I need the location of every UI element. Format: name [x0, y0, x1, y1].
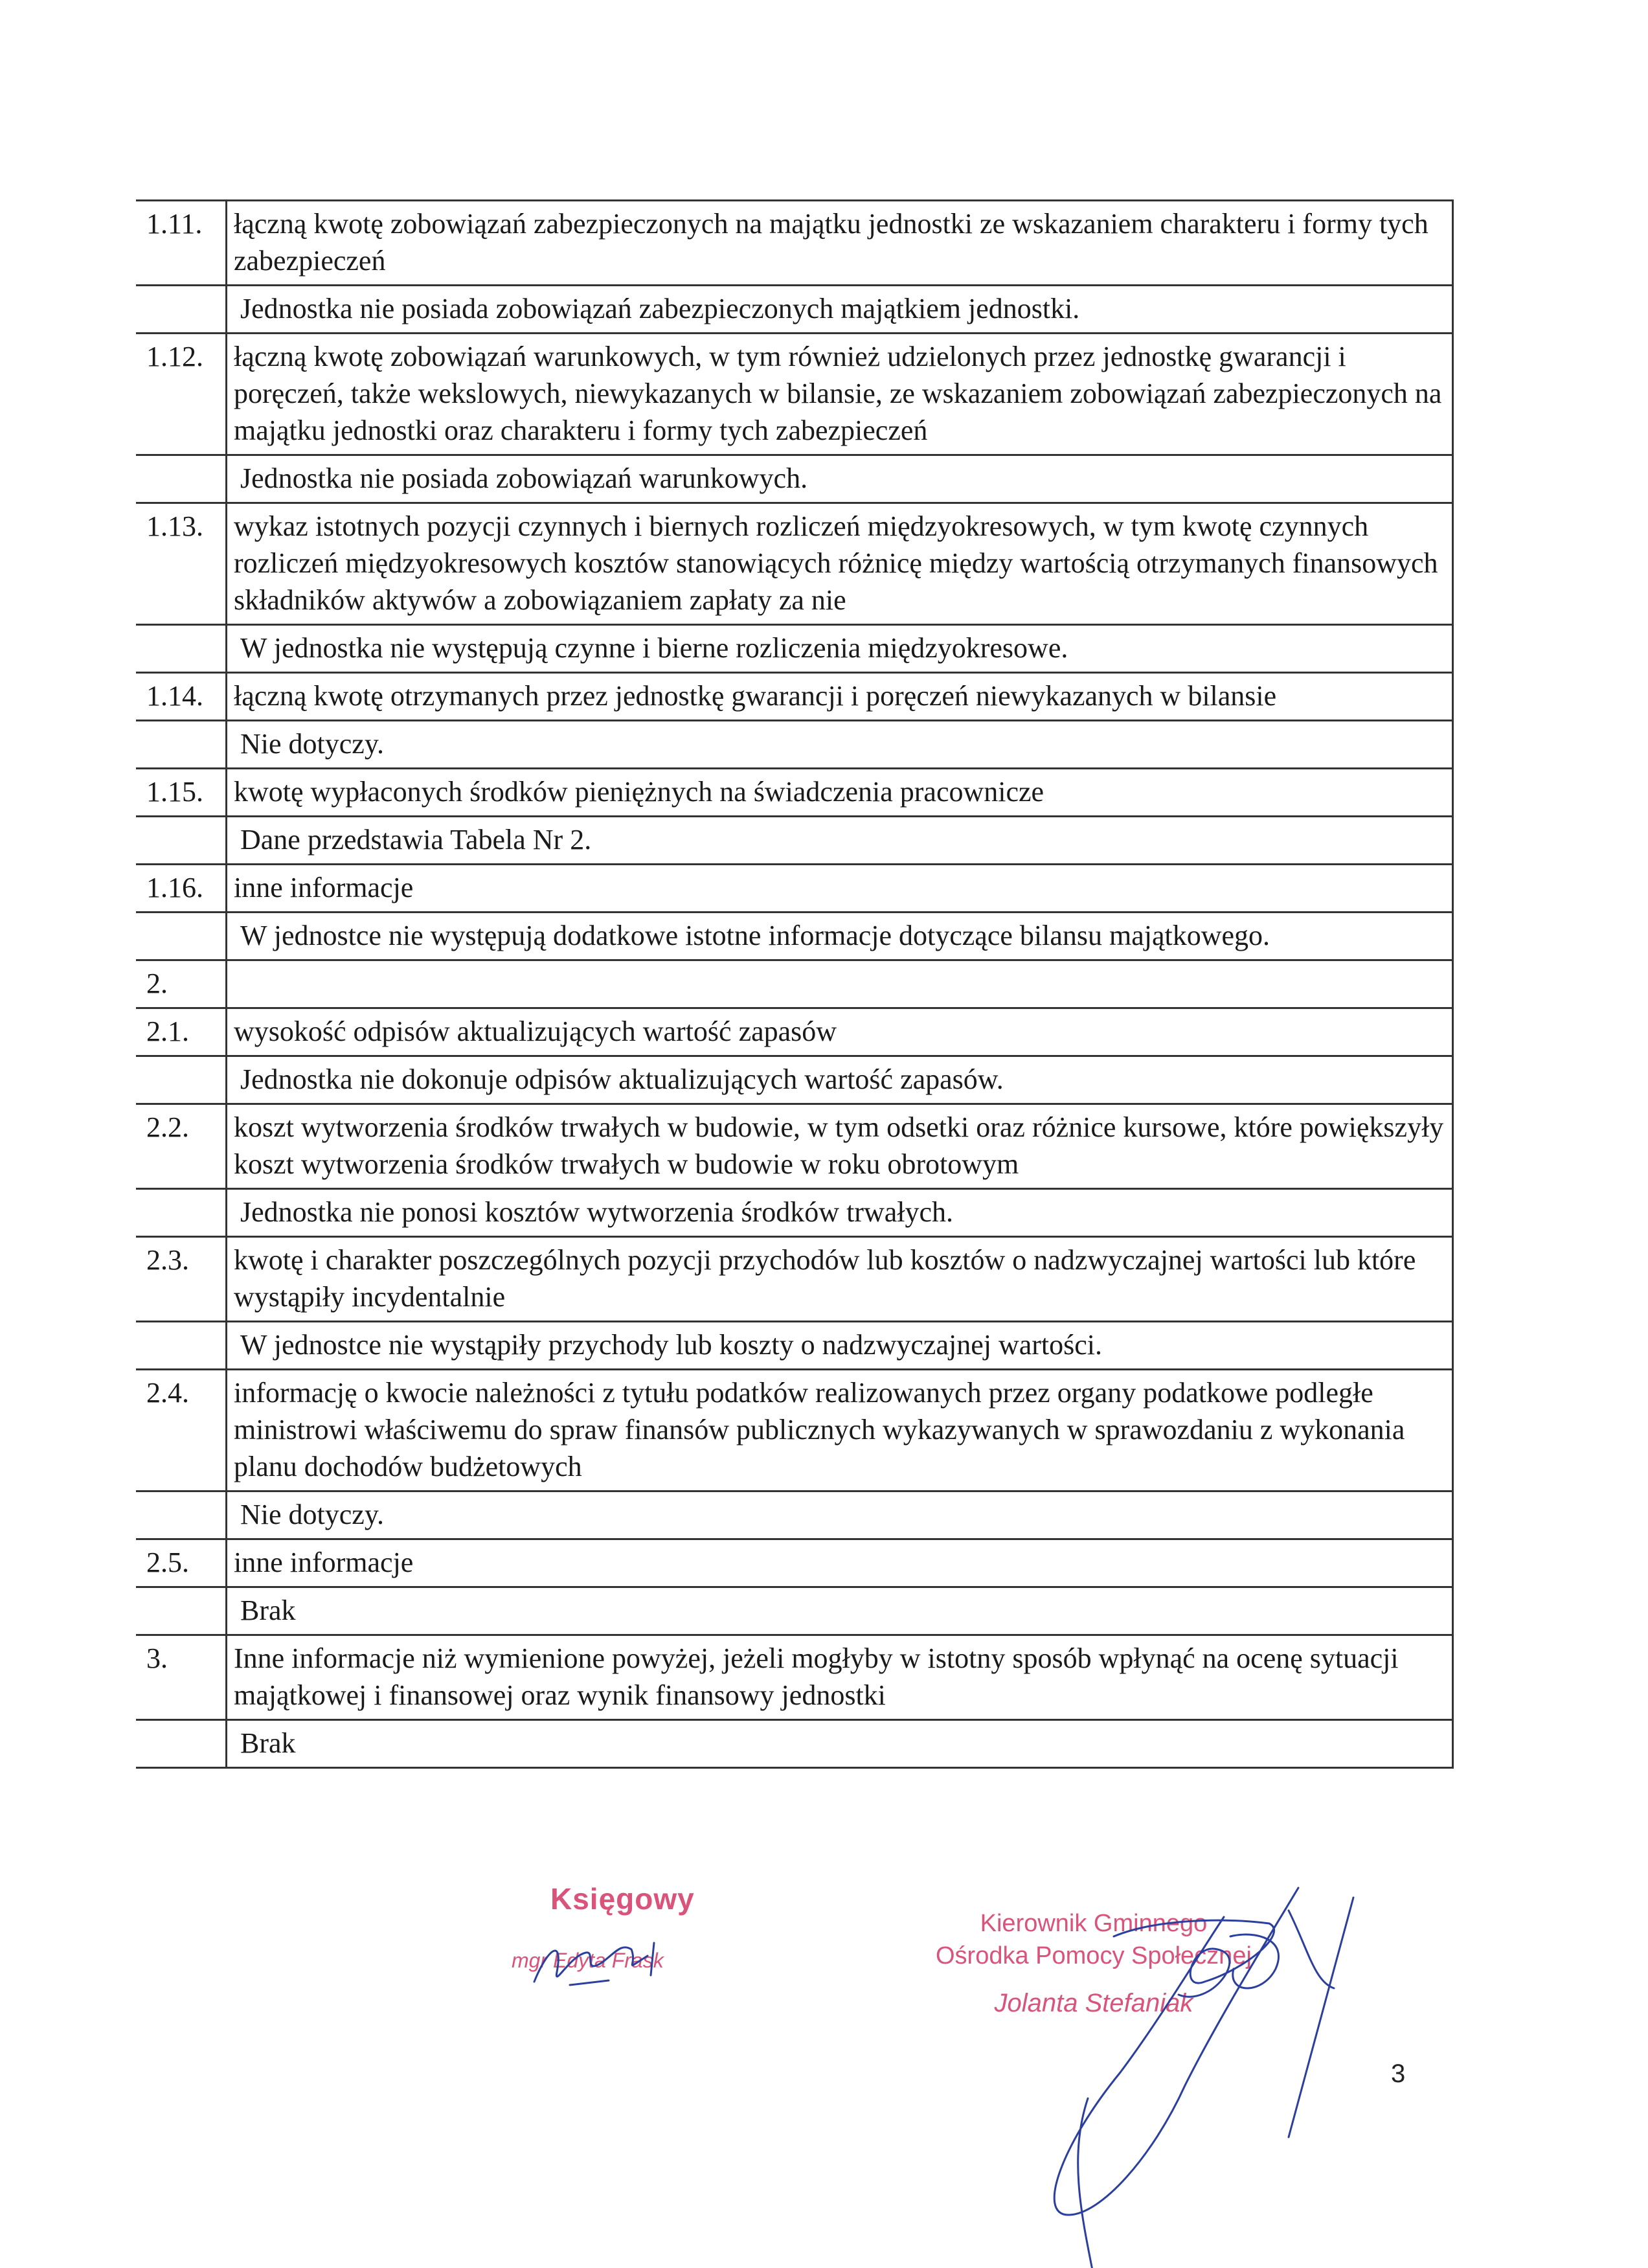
director-stamp-line1: Kierownik Gminnego	[980, 1910, 1208, 1937]
row-text: kwotę wypłaconych środków pieniężnych na świadczenia pracownicze	[227, 769, 1453, 817]
table-row-answer	[136, 455, 1453, 503]
accountant-stamp-title: Księgowy	[550, 1882, 695, 1916]
table-row	[136, 769, 1453, 817]
row-text: łączną kwotę zobowiązań warunkowych, w tym również udzielonych przez jednostkę gwarancji i poręczeń, także wekslowych, niewykazanych w bilansie, ze wskazaniem zobowiązań zabezpieczonych na majątku jednostki oraz charakteru i formy tych zabezpieczeń	[227, 334, 1453, 455]
row-number: 1.12.	[136, 334, 227, 455]
accountant-stamp	[512, 1881, 695, 1973]
row-number	[136, 625, 227, 673]
row-number: 1.16.	[136, 865, 227, 913]
table-row-answer	[136, 913, 1453, 960]
row-number: 2.4.	[136, 1370, 227, 1491]
table-row	[136, 1635, 1453, 1720]
table-row-answer	[136, 1491, 1453, 1539]
row-text	[227, 960, 1453, 1008]
notes-table-body	[136, 201, 1453, 1768]
row-number	[136, 913, 227, 960]
table-row-answer	[136, 286, 1453, 334]
row-number: 1.13.	[136, 503, 227, 625]
row-number	[136, 817, 227, 865]
row-text: Nie dotyczy.	[227, 721, 1453, 769]
row-number: 2.3.	[136, 1237, 227, 1322]
row-number	[136, 1322, 227, 1370]
table-row-answer	[136, 817, 1453, 865]
row-text: W jednostce nie występują dodatkowe istotne informacje dotyczące bilansu majątkowego.	[227, 913, 1453, 960]
table-row	[136, 503, 1453, 625]
row-text: informację o kwocie należności z tytułu podatków realizowanych przez organy podatkowe podległe ministrowi właściwemu do spraw finansów publicznych wykazywanych w sprawozdaniu z wykonania planu dochodów budżetowych	[227, 1370, 1453, 1491]
row-number	[136, 286, 227, 334]
table-row-answer	[136, 625, 1453, 673]
row-text: koszt wytworzenia środków trwałych w budowie, w tym odsetki oraz różnice kursowe, które powiększyły koszt wytworzenia środków trwałych w budowie w roku obrotowym	[227, 1104, 1453, 1189]
row-number: 1.11.	[136, 201, 227, 286]
row-text: Jednostka nie ponosi kosztów wytworzenia środków trwałych.	[227, 1189, 1453, 1237]
director-stamp-name: Jolanta Stefaniak	[994, 1989, 1193, 2017]
row-text: W jednostce nie wystąpiły przychody lub koszty o nadzwyczajnej wartości.	[227, 1322, 1453, 1370]
row-text: Dane przedstawia Tabela Nr 2.	[227, 817, 1453, 865]
table-row	[136, 865, 1453, 913]
director-stamp-line2: Ośrodka Pomocy Społecznej	[936, 1942, 1252, 1969]
row-number	[136, 721, 227, 769]
director-stamp	[936, 1907, 1252, 2018]
row-number	[136, 1720, 227, 1768]
row-number	[136, 455, 227, 503]
table-row-answer	[136, 1322, 1453, 1370]
row-number: 1.14.	[136, 673, 227, 721]
row-text: Jednostka nie posiada zobowiązań warunkowych.	[227, 455, 1453, 503]
row-number	[136, 1189, 227, 1237]
row-text: W jednostka nie występują czynne i bierne rozliczenia międzyokresowe.	[227, 625, 1453, 673]
row-text: Jednostka nie posiada zobowiązań zabezpieczonych majątkiem jednostki.	[227, 286, 1453, 334]
accountant-stamp-name: mgr Edyta Frask	[512, 1949, 664, 1972]
table-row	[136, 1237, 1453, 1322]
table-row	[136, 201, 1453, 286]
row-number: 2.	[136, 960, 227, 1008]
row-text: kwotę i charakter poszczególnych pozycji przychodów lub kosztów o nadzwyczajnej wartości lub które wystąpiły incydentalnie	[227, 1237, 1453, 1322]
table-row-answer	[136, 1189, 1453, 1237]
row-text: wykaz istotnych pozycji czynnych i biernych rozliczeń międzyokresowych, w tym kwotę czynnych rozliczeń międzyokresowych kosztów stanowiących różnicę między wartością otrzymanych finansowych składników aktywów a zobowiązaniem zapłaty za nie	[227, 503, 1453, 625]
row-text: inne informacje	[227, 865, 1453, 913]
row-text: wysokość odpisów aktualizujących wartość zapasów	[227, 1008, 1453, 1056]
row-text: Jednostka nie dokonuje odpisów aktualizujących wartość zapasów.	[227, 1056, 1453, 1104]
row-text: łączną kwotę otrzymanych przez jednostkę gwarancji i poręczeń niewykazanych w bilansie	[227, 673, 1453, 721]
row-number: 1.15.	[136, 769, 227, 817]
row-text: łączną kwotę zobowiązań zabezpieczonych na majątku jednostki ze wskazaniem charakteru i formy tych zabezpieczeń	[227, 201, 1453, 286]
table-row-answer	[136, 1056, 1453, 1104]
row-number: 2.1.	[136, 1008, 227, 1056]
table-row	[136, 1008, 1453, 1056]
table-row	[136, 960, 1453, 1008]
table-row-answer	[136, 721, 1453, 769]
row-number: 3.	[136, 1635, 227, 1720]
row-number	[136, 1587, 227, 1635]
table-row-answer	[136, 1587, 1453, 1635]
table-row	[136, 673, 1453, 721]
table-row	[136, 1539, 1453, 1587]
row-text: Brak	[227, 1720, 1453, 1768]
table-row-answer	[136, 1720, 1453, 1768]
row-text: Brak	[227, 1587, 1453, 1635]
table-row	[136, 1370, 1453, 1491]
page-number: 3	[1391, 2059, 1406, 2088]
row-number: 2.2.	[136, 1104, 227, 1189]
row-text: inne informacje	[227, 1539, 1453, 1587]
notes-table	[136, 199, 1454, 1769]
table-row	[136, 1104, 1453, 1189]
table-row	[136, 334, 1453, 455]
row-text: Nie dotyczy.	[227, 1491, 1453, 1539]
row-number	[136, 1491, 227, 1539]
row-number	[136, 1056, 227, 1104]
row-number: 2.5.	[136, 1539, 227, 1587]
row-text: Inne informacje niż wymienione powyżej, jeżeli mogłyby w istotny sposób wpłynąć na ocenę sytuacji majątkowej i finansowej oraz wynik finansowy jednostki	[227, 1635, 1453, 1720]
